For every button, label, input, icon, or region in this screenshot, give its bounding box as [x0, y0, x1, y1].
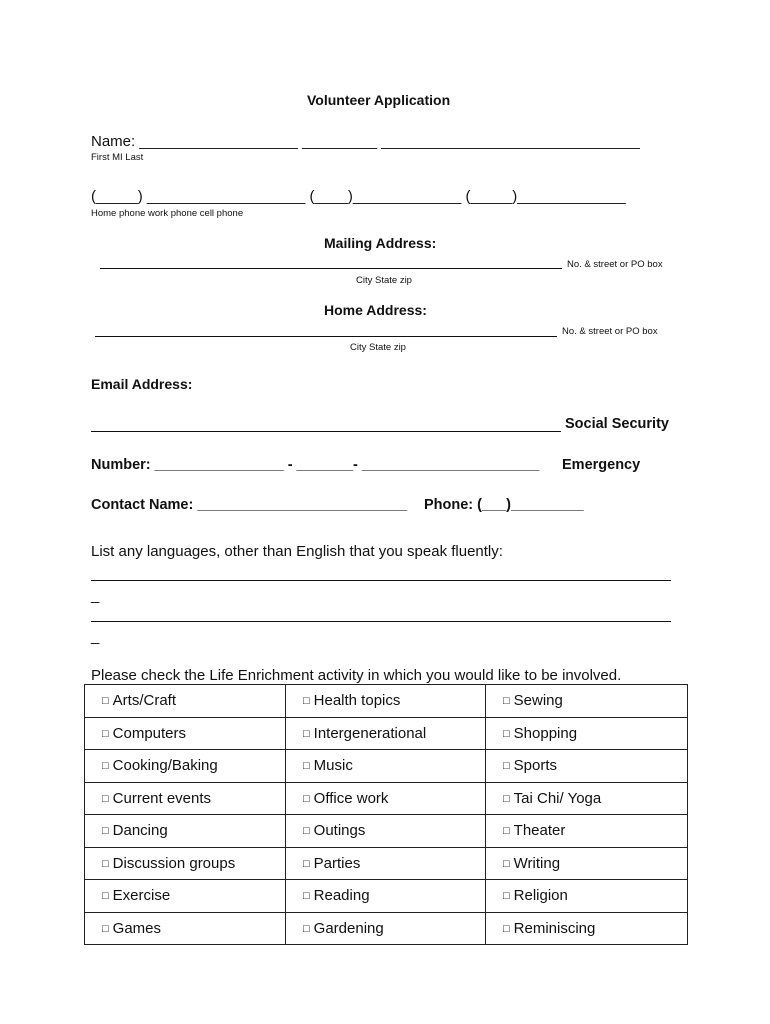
checkbox-icon[interactable]: □: [303, 825, 310, 838]
activities-prompt: Please check the Life Enrichment activity in which you would like to be involved.: [91, 667, 622, 684]
activity-option[interactable]: [486, 685, 688, 718]
activity-option[interactable]: [286, 847, 486, 880]
table-row: [85, 750, 688, 783]
mailing-address-heading: Mailing Address:: [324, 235, 437, 251]
email-label: Email Address:: [91, 376, 193, 392]
activity-option[interactable]: [286, 685, 486, 718]
activity-option[interactable]: [486, 815, 688, 848]
activity-label: Theater: [513, 822, 566, 840]
activity-option[interactable]: [286, 880, 486, 913]
home-city-caption: City State zip: [350, 342, 406, 353]
activity-label: Discussion groups: [112, 854, 236, 872]
activity-label: Computers: [112, 724, 187, 742]
activity-option[interactable]: [85, 685, 286, 718]
checkbox-icon[interactable]: □: [303, 695, 310, 708]
activity-label: Arts/Craft: [112, 692, 176, 710]
activity-label: Gardening: [313, 919, 384, 937]
activity-label: Tai Chi/ Yoga: [513, 789, 602, 807]
checkbox-icon[interactable]: □: [503, 727, 510, 740]
social-security-label: Social Security: [565, 416, 669, 432]
activity-option[interactable]: [286, 912, 486, 945]
activity-label: Religion: [513, 887, 568, 905]
activity-label: Office work: [313, 789, 389, 807]
activity-option[interactable]: [286, 782, 486, 815]
checkbox-icon[interactable]: □: [503, 760, 510, 773]
languages-line-1-dash: _: [91, 587, 100, 604]
name-field-line[interactable]: Name: ___________________ _________ _______________________________: [91, 133, 640, 150]
checkbox-icon[interactable]: □: [102, 695, 109, 708]
activity-option[interactable]: [486, 750, 688, 783]
activity-label: Music: [313, 757, 353, 775]
activity-label: Writing: [513, 854, 561, 872]
activity-label: Current events: [112, 789, 212, 807]
activity-label: Sports: [513, 757, 558, 775]
home-street-field[interactable]: [95, 336, 557, 337]
activity-label: Reminiscing: [513, 919, 596, 937]
name-field-caption: First MI Last: [91, 152, 144, 163]
checkbox-icon[interactable]: □: [102, 792, 109, 805]
mailing-street-caption: No. & street or PO box: [567, 259, 663, 270]
activity-label: Sewing: [513, 692, 563, 710]
checkbox-icon[interactable]: □: [102, 760, 109, 773]
activity-label: Parties: [313, 854, 361, 872]
activity-option[interactable]: [486, 847, 688, 880]
checkbox-icon[interactable]: □: [102, 857, 109, 870]
checkbox-icon[interactable]: □: [503, 890, 510, 903]
activity-label: Intergenerational: [313, 724, 427, 742]
activity-option[interactable]: [486, 880, 688, 913]
checkbox-icon[interactable]: □: [503, 695, 510, 708]
table-row: [85, 847, 688, 880]
activity-option[interactable]: [486, 912, 688, 945]
activity-option[interactable]: [85, 750, 286, 783]
activity-label: Outings: [313, 822, 366, 840]
activity-option[interactable]: [85, 717, 286, 750]
activity-option[interactable]: [286, 717, 486, 750]
checkbox-icon[interactable]: □: [303, 727, 310, 740]
table-row: [85, 912, 688, 945]
emergency-label: Emergency: [562, 457, 641, 473]
checkbox-icon[interactable]: □: [303, 857, 310, 870]
checkbox-icon[interactable]: □: [102, 825, 109, 838]
form-title: Volunteer Application: [307, 92, 451, 108]
table-row: [85, 782, 688, 815]
checkbox-icon[interactable]: □: [303, 792, 310, 805]
languages-line-2-dash: _: [91, 628, 100, 645]
mailing-street-field[interactable]: [100, 268, 562, 269]
mailing-city-caption: City State zip: [356, 275, 412, 286]
table-row: [85, 717, 688, 750]
contact-name-line[interactable]: Contact Name: __________________________: [91, 497, 408, 513]
activities-table: [84, 684, 688, 945]
contact-phone-line[interactable]: Phone: (___)_________: [424, 497, 584, 513]
languages-question: List any languages, other than English that you speak fluently:: [91, 543, 503, 560]
activity-option[interactable]: [85, 847, 286, 880]
activity-option[interactable]: [85, 815, 286, 848]
activity-label: Shopping: [513, 724, 578, 742]
activity-option[interactable]: [85, 912, 286, 945]
phone-fields-caption: Home phone work phone cell phone: [91, 208, 244, 219]
activity-option[interactable]: [85, 880, 286, 913]
checkbox-icon[interactable]: □: [102, 890, 109, 903]
activity-option[interactable]: [286, 750, 486, 783]
activity-option[interactable]: [486, 782, 688, 815]
home-address-heading: Home Address:: [324, 302, 427, 318]
table-row: [85, 815, 688, 848]
checkbox-icon[interactable]: □: [102, 727, 109, 740]
email-field[interactable]: [91, 431, 561, 432]
checkbox-icon[interactable]: □: [503, 922, 510, 935]
activity-option[interactable]: [85, 782, 286, 815]
activity-label: Exercise: [112, 887, 171, 905]
checkbox-icon[interactable]: □: [303, 890, 310, 903]
languages-line-1[interactable]: [91, 580, 671, 581]
checkbox-icon[interactable]: □: [503, 825, 510, 838]
activity-label: Games: [112, 919, 162, 937]
activity-label: Reading: [313, 887, 370, 905]
ssn-number-line[interactable]: Number: ________________ - _______- ______________________: [91, 457, 540, 473]
home-street-caption: No. & street or PO box: [562, 326, 658, 337]
activity-label: Cooking/Baking: [112, 757, 218, 775]
phone-fields-line[interactable]: (_____) ___________________ (____)_____________ (_____)_____________: [91, 188, 626, 205]
table-row: [85, 685, 688, 718]
languages-line-2[interactable]: [91, 621, 671, 622]
activity-label: Dancing: [112, 822, 168, 840]
table-row: [85, 880, 688, 913]
activity-option[interactable]: [486, 717, 688, 750]
checkbox-icon[interactable]: □: [503, 857, 510, 870]
checkbox-icon[interactable]: □: [303, 760, 310, 773]
activity-label: Health topics: [313, 692, 401, 710]
checkbox-icon[interactable]: □: [503, 792, 510, 805]
checkbox-icon[interactable]: □: [102, 922, 109, 935]
activity-option[interactable]: [286, 815, 486, 848]
checkbox-icon[interactable]: □: [303, 922, 310, 935]
